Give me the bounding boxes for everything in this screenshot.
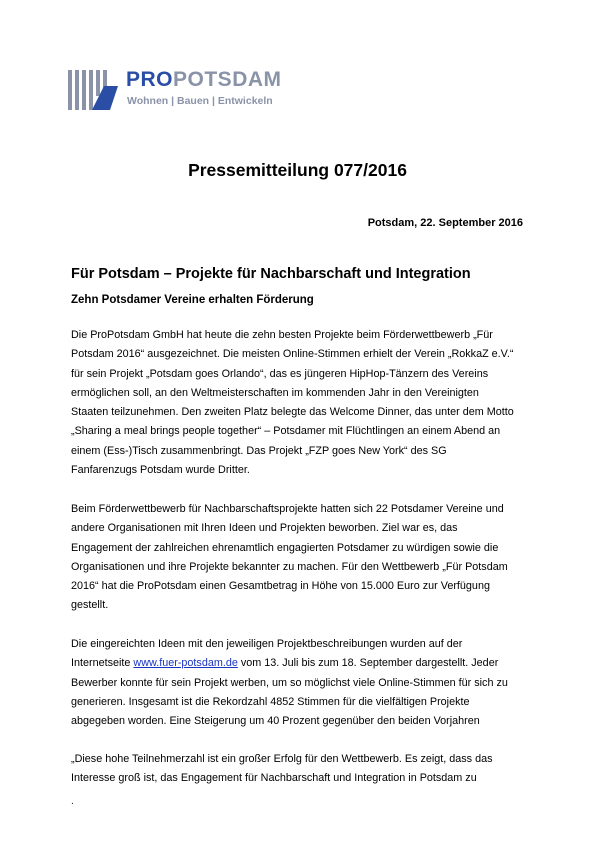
paragraph-line: 2016“ hat die ProPotsdam einen Gesamtbetrag in Höhe von 15.000 Euro zur Verfügung [71, 580, 490, 593]
paragraph-1 [71, 326, 531, 480]
propotsdam-logo [68, 66, 308, 112]
paragraph-line: gestellt. [71, 599, 109, 612]
paragraph-line: Fanfarenzugs Potsdam wurde Dritter. [71, 464, 250, 477]
paragraph-line: „Diese hohe Teilnehmerzahl ist ein großer Erfolg für den Wettbewerb. Es zeigt, dass das [71, 753, 493, 765]
paragraph-line: Die ProPotsdam GmbH hat heute die zehn besten Projekte beim Förderwettbewerb „Für [71, 329, 493, 341]
paragraph-3 [71, 635, 531, 731]
paragraph-text: vom 13. Juli bis zum 18. September dargestellt. Jeder [237, 657, 499, 670]
logo-wordmark-pro: PRO [126, 68, 174, 91]
paragraph-line: generieren. Insgesamt ist die Rekordzahl 4852 Stimmen für die vielfältigen Projekte [71, 695, 470, 708]
paragraph-line: Interesse groß ist, das Engagement für Nachbarschaft und Integration in Potsdam zu [71, 772, 477, 785]
logo-wordmark-potsdam: POTSDAM [173, 68, 282, 91]
paragraph-line: Engagement der zahlreichen ehrenamtlich engagierten Potsdamer zu würdigen sowie die [71, 541, 499, 554]
website-link[interactable]: www.fuer-potsdam.de [133, 657, 238, 670]
headline: Für Potsdam – Projekte für Nachbarschaft und Integration [71, 266, 471, 282]
paragraph-line: andere Organisationen mit Ihren Ideen und Projekten beworben. Ziel war es, das [71, 522, 458, 535]
footer-mark: . [71, 796, 74, 807]
paragraph-line: für sein Projekt „Potsdam goes Orlando“, das es jüngeren HipHop-Tänzern des Vereins [71, 367, 489, 380]
paragraph-line: Potsdam 2016“ ausgezeichnet. Die meisten Online-Stimmen erhielt der Verein „RokkaZ e.V.“ [71, 348, 514, 361]
logo-wordmark [126, 68, 282, 92]
paragraph-line: Organisationen und ihre Projekte bekannter zu machen. Für den Wettbewerb „Für Potsdam [71, 560, 508, 573]
paragraph-line: Die eingereichten Ideen mit den jeweiligen Projektbeschreibungen wurden auf der [71, 638, 463, 650]
paragraph-4 [71, 750, 531, 789]
paragraph-line: Beim Förderwettbewerb für Nachbarschaftsprojekte hatten sich 22 Potsdamer Vereine und [71, 503, 504, 515]
paragraph-line: Staaten teilzunehmen. Den zweiten Platz belegte das Welcome Dinner, das unter dem Motto [71, 406, 514, 419]
logo-stripes-icon [68, 70, 118, 110]
paragraph-text: Internetseite [71, 657, 134, 670]
paragraph-line: einem (Ess-)Tisch zusammenbringt. Das Projekt „FZP goes New York“ des SG [71, 444, 447, 457]
logo-tagline: Wohnen | Bauen | Entwickeln [127, 95, 273, 107]
date-line: Potsdam, 22. September 2016 [367, 217, 523, 229]
paragraph-line-with-link [71, 654, 531, 673]
press-release-title: Pressemitteilung 077/2016 [188, 160, 407, 180]
paragraph-line: „Sharing a meal brings people together“ – Potsdamer mit Flüchtlingen an einem Abend an [71, 425, 501, 438]
paragraph-line: Bewerber konnte für sein Projekt werben, um so möglichst viele Online-Stimmen für sich zu [71, 676, 508, 689]
paragraph-line: ermöglichen soll, an den Weltmeisterschaften im kommenden Jahr in den Vereinigten [71, 386, 479, 399]
paragraph-line: abgegeben worden. Eine Steigerung um 40 Prozent gegenüber den beiden Vorjahren [71, 715, 480, 728]
subheadline: Zehn Potsdamer Vereine erhalten Förderung [71, 294, 314, 306]
paragraph-2 [71, 500, 531, 616]
